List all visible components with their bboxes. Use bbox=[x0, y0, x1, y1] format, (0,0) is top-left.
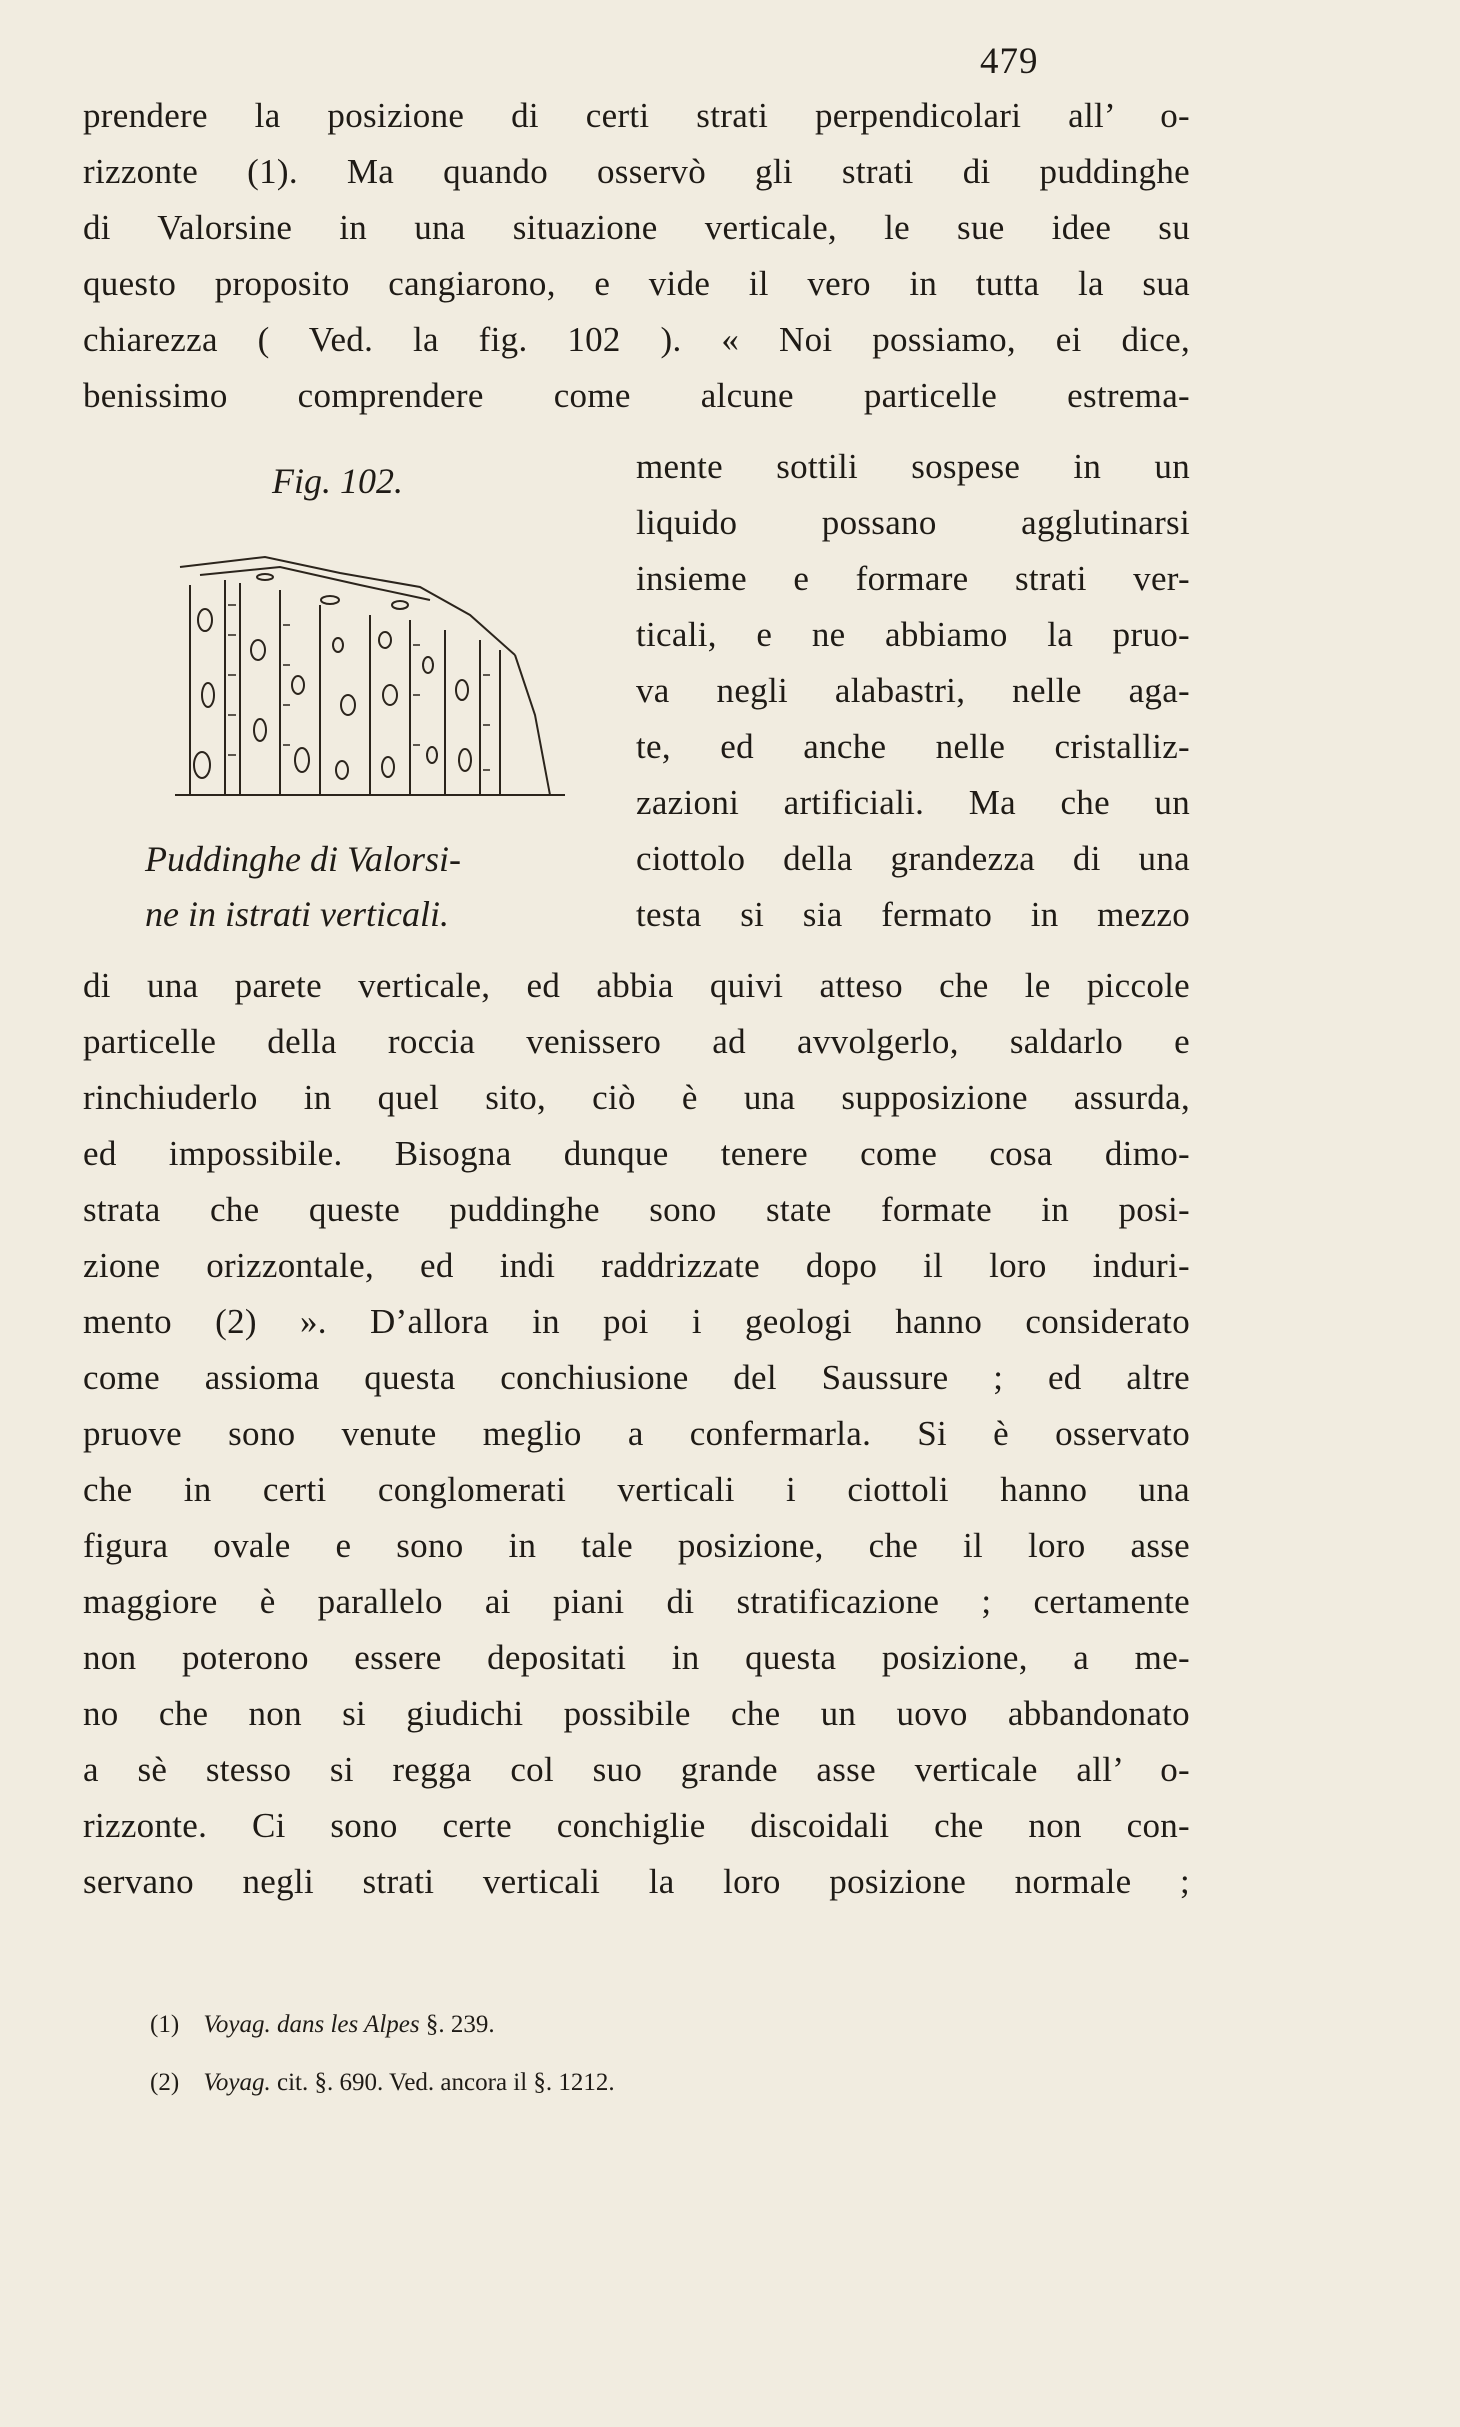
text-line: rinchiuderlo in quel sito, ciò è una supposizione assurda, bbox=[83, 1078, 1190, 1117]
text-line: zazioni artificiali. Ma che un bbox=[636, 783, 1190, 822]
footnote bbox=[150, 2007, 495, 2043]
text-line: te, ed anche nelle cristalliz- bbox=[636, 727, 1190, 766]
text-line: rizzonte. Ci sono certe conchiglie discoidali che non con- bbox=[83, 1806, 1190, 1845]
text-line: prendere la posizione di certi strati perpendicolari all’ o- bbox=[83, 96, 1190, 135]
page-number: 479 bbox=[980, 41, 1039, 82]
footnote-number: (1) bbox=[150, 2011, 180, 2038]
text-line: a sè stesso si regga col suo grande asse verticale all’ o- bbox=[83, 1750, 1190, 1789]
figure-label: Fig. 102. bbox=[272, 461, 403, 501]
text-line: rizzonte (1). Ma quando osservò gli strati di puddinghe bbox=[83, 152, 1190, 191]
text-line: figura ovale e sono in tale posizione, che il loro asse bbox=[83, 1526, 1190, 1565]
footnote-number: (2) bbox=[150, 2069, 180, 2096]
text-line: liquido possano agglutinarsi bbox=[636, 503, 1190, 542]
text-line: mente sottili sospese in un bbox=[636, 447, 1190, 486]
text-line: questo proposito cangiarono, e vide il vero in tutta la sua bbox=[83, 264, 1190, 303]
figure-caption-line: Puddinghe di Valorsi- bbox=[145, 839, 461, 879]
text-line: pruove sono venute meglio a confermarla. Si è osservato bbox=[83, 1414, 1190, 1453]
text-line: di una parete verticale, ed abbia quivi atteso che le piccole bbox=[83, 966, 1190, 1005]
text-line: zione orizzontale, ed indi raddrizzate dopo il loro induri- bbox=[83, 1246, 1190, 1285]
text-line: benissimo comprendere come alcune particelle estrema- bbox=[83, 376, 1190, 415]
figure-illustration bbox=[170, 545, 570, 805]
text-line: strata che queste puddinghe sono state formate in posi- bbox=[83, 1190, 1190, 1229]
text-line: insieme e formare strati ver- bbox=[636, 559, 1190, 598]
text-line: testa si sia fermato in mezzo bbox=[636, 895, 1190, 934]
text-line: va negli alabastri, nelle aga- bbox=[636, 671, 1190, 710]
text-line: ciottolo della grandezza di una bbox=[636, 839, 1190, 878]
footnote bbox=[150, 2065, 615, 2101]
text-line: di Valorsine in una situazione verticale, le sue idee su bbox=[83, 208, 1190, 247]
text-line: mento (2) ». D’allora in poi i geologi hanno considerato bbox=[83, 1302, 1190, 1341]
text-line: particelle della roccia venissero ad avvolgerlo, saldarlo e bbox=[83, 1022, 1190, 1061]
text-line: chiarezza ( Ved. la fig. 102 ). « Noi possiamo, ei dice, bbox=[83, 320, 1190, 359]
footnote-reference: cit. §. 690. Ved. ancora il §. 1212. bbox=[277, 2069, 615, 2096]
text-line: ticali, e ne abbiamo la pruo- bbox=[636, 615, 1190, 654]
footnote-reference: §. 239. bbox=[425, 2011, 495, 2038]
text-line: no che non si giudichi possibile che un uovo abbandonato bbox=[83, 1694, 1190, 1733]
text-line: non poterono essere depositati in questa posizione, a me- bbox=[83, 1638, 1190, 1677]
footnote-title: Voyag. dans les Alpes bbox=[203, 2011, 420, 2038]
text-line: come assioma questa conchiusione del Saussure ; ed altre bbox=[83, 1358, 1190, 1397]
figure-caption-line: ne in istrati verticali. bbox=[145, 894, 449, 934]
text-line: che in certi conglomerati verticali i ciottoli hanno una bbox=[83, 1470, 1190, 1509]
text-line: ed impossibile. Bisogna dunque tenere come cosa dimo- bbox=[83, 1134, 1190, 1173]
footnote-title: Voyag. bbox=[203, 2069, 271, 2096]
text-line: servano negli strati verticali la loro posizione normale ; bbox=[83, 1862, 1190, 1901]
text-line: maggiore è parallelo ai piani di stratificazione ; certamente bbox=[83, 1582, 1190, 1621]
